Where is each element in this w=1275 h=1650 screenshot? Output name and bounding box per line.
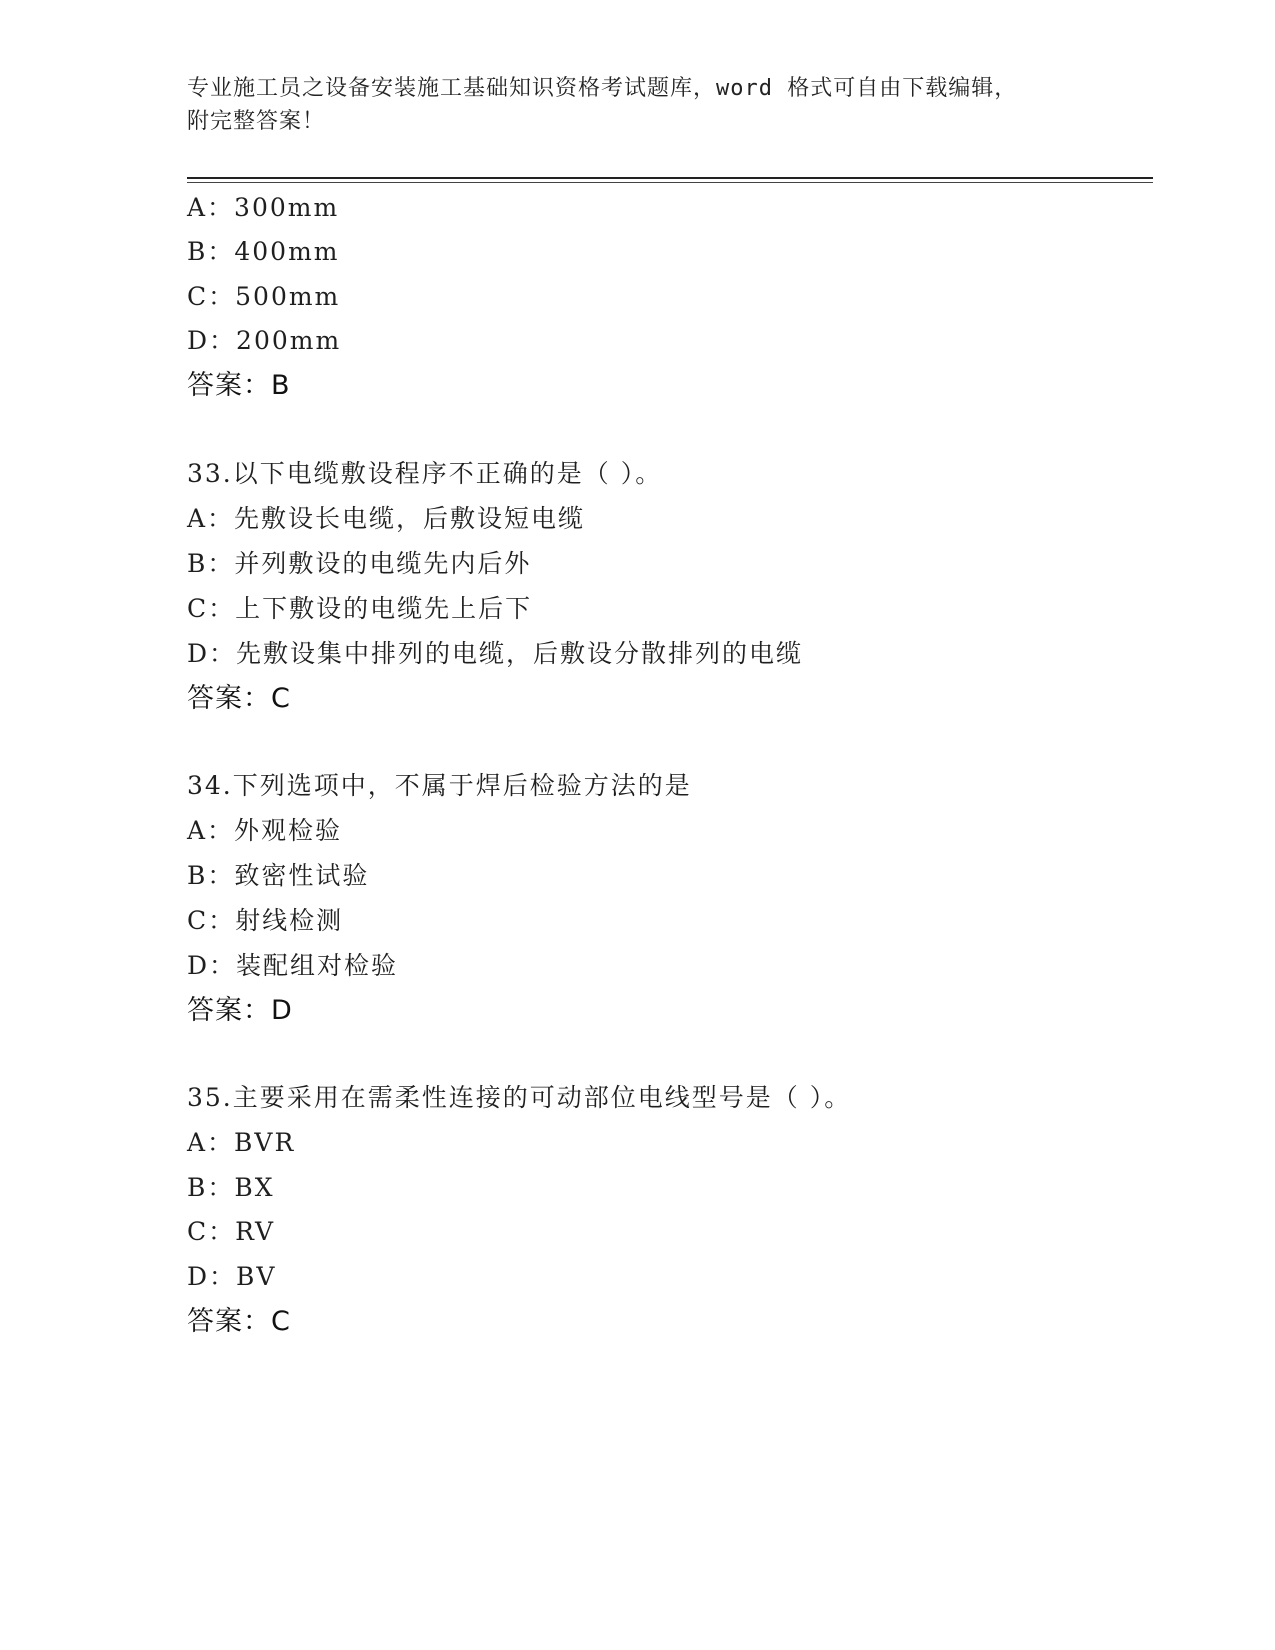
- q34-option-b: B：致密性试验: [187, 861, 370, 890]
- header-divider-thick: [187, 177, 1153, 179]
- q33-option-d: D：先敷设集中排列的电缆，后敷设分散排列的电缆: [187, 639, 804, 668]
- header-line-2: 附完整答案！: [187, 109, 326, 134]
- q32-option-d: D：200mm: [187, 326, 342, 355]
- q34-question: 34.下列选项中，不属于焊后检验方法的是: [187, 771, 692, 800]
- q34-option-a: A：外观检验: [187, 816, 343, 845]
- q33-option-c: C：上下敷设的电缆先上后下: [187, 594, 533, 623]
- q33-answer: 答案：C: [187, 683, 291, 714]
- q32-option-b: B：400mm: [187, 237, 340, 266]
- q35-answer: 答案：C: [187, 1306, 291, 1337]
- q35-option-d: D：BV: [187, 1262, 277, 1291]
- header-divider-thin: [187, 182, 1153, 183]
- q33-question: 33.以下电缆敷设程序不正确的是（ ）。: [187, 459, 663, 488]
- q35-option-c: C：RV: [187, 1217, 276, 1246]
- q32-answer: 答案：B: [187, 370, 291, 401]
- q32-option-a: A：300mm: [187, 193, 340, 222]
- document-header: [187, 72, 1087, 138]
- header-line-1: 专业施工员之设备安装施工基础知识资格考试题库，word 格式可自由下载编辑，: [187, 76, 1018, 101]
- q34-option-d: D：装配组对检验: [187, 951, 399, 980]
- q35-option-a: A：BVR: [187, 1128, 296, 1157]
- q34-answer: 答案：D: [187, 995, 293, 1026]
- q32-option-c: C：500mm: [187, 282, 341, 311]
- q33-option-a: A：先敷设长电缆，后敷设短电缆: [187, 504, 586, 533]
- q34-option-c: C：射线检测: [187, 906, 344, 935]
- q33-option-b: B：并列敷设的电缆先内后外: [187, 549, 532, 578]
- q35-question: 35.主要采用在需柔性连接的可动部位电线型号是（ ）。: [187, 1083, 852, 1112]
- q35-option-b: B：BX: [187, 1173, 275, 1202]
